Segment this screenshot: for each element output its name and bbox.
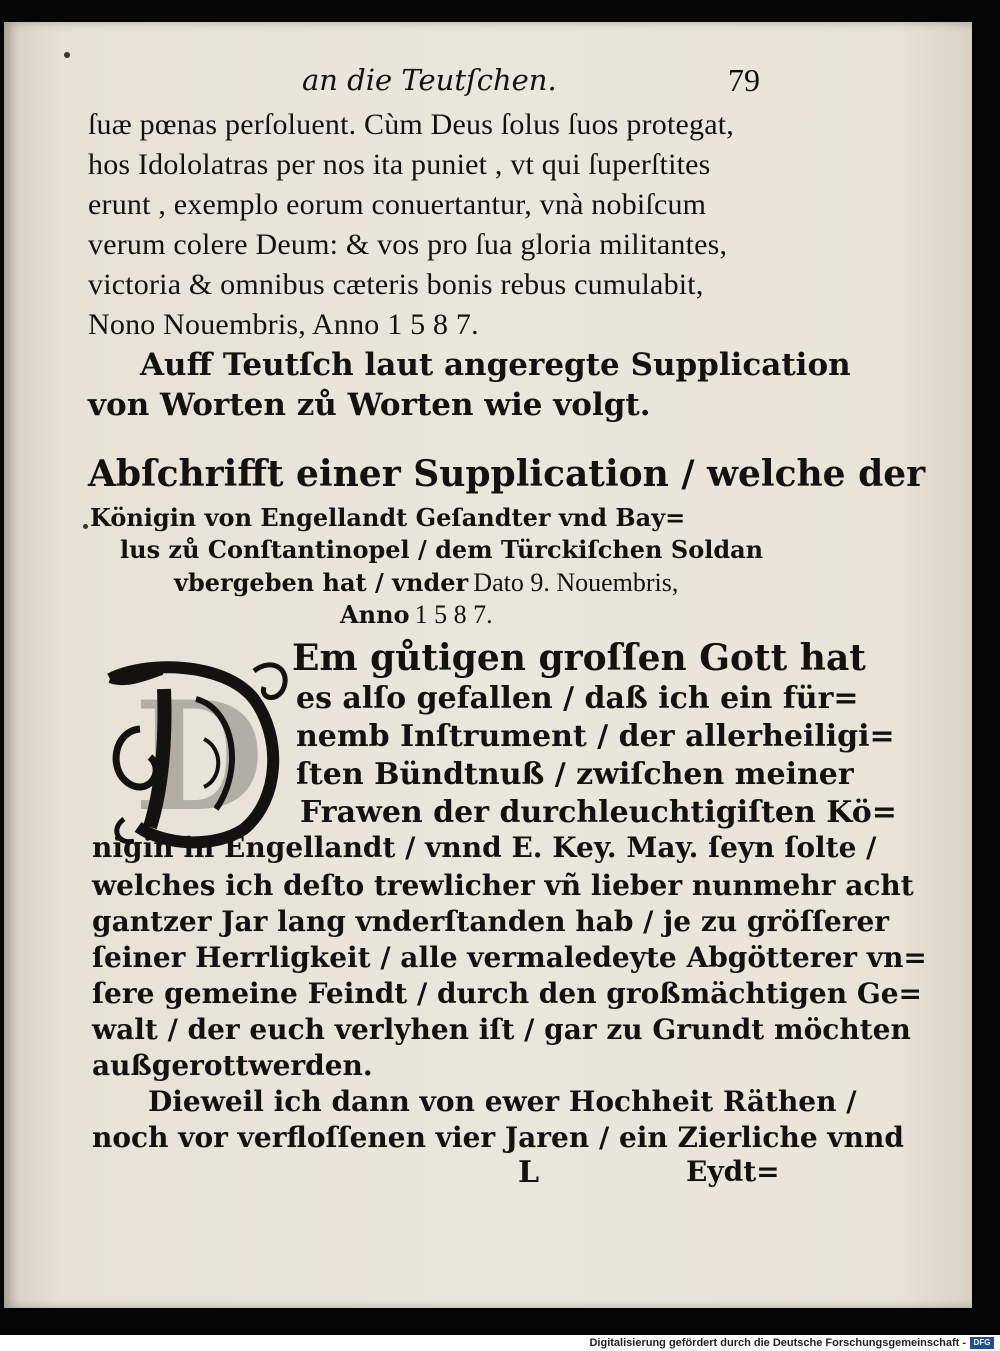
funding-note: Digitalisierung gefördert durch die Deutsche Forschungsgemeinschaft - [589,1337,966,1349]
body-line: noch vor verfloſſenen vier Jaren / ein Zierliche vnnd [92,1121,904,1154]
initial-letter: D [133,669,265,845]
intro-line: von Worten zů Worten wie volgt. [88,387,651,423]
catchword: Eydt= [686,1155,780,1188]
footer-bar [0,1335,1000,1351]
body-line: nemb Inſtrument / der allerheiligi= [296,719,895,754]
running-title: an die Teutſchen. [302,63,557,97]
page-number: 79 [728,62,760,98]
body-line: außgerottwerden. [92,1049,373,1082]
body-line: es alſo gefallen / daß ich ein für= [296,681,859,716]
latin-line: victoria & omnibus cæteris bonis rebus cumulabit, [88,268,704,301]
body-line: Dieweil ich dann von ewer Hochheit Räthen / [148,1085,857,1118]
body-line: walt / der euch verlyhen iſt / gar zu Grundt möchten [92,1013,911,1046]
signature-mark: L [518,1155,540,1190]
title-line [174,570,678,596]
body-line: ſten Bündtnuß / zwiſchen meiner [296,757,854,792]
latin-line: hos Idololatras per nos ita puniet , vt qui ſuperſtites [88,148,711,181]
intro-line: Auff Teutſch laut angeregte Supplication [140,347,851,383]
section-title: Abſchrifft einer Supplication / welche der [88,453,926,495]
title-year-label: Anno [340,600,410,629]
body-line: welches ich deſto trewlicher vñ lieber nunmehr acht [92,869,914,902]
body-line: gantzer Jar lang vnderſtanden hab / je zu gröſſerer [92,905,890,938]
body-line: ſere gemeine Feindt / durch den großmächtigen Ge= [92,977,923,1010]
body-line: ſeiner Herrligkeit / alle vermaledeyte Abgötterer vn= [92,941,927,974]
page-speck [64,52,70,58]
title-line-text: vbergeben hat / vnder [174,568,469,597]
latin-line: verum colere Deum: & vos pro ſua gloria militantes, [88,228,728,261]
page-speck [83,524,88,529]
title-year: 1 5 8 7. [414,600,493,629]
body-first-line: Em gůtigen groſſen Gott hat [292,637,866,679]
decorated-initial [104,659,294,849]
dfg-logo[interactable]: DFG [970,1337,994,1349]
latin-line: ſuæ pœnas perſoluent. Cùm Deus ſolus ſuos protegat, [88,108,734,141]
body-line: nigin in Engellandt / vnnd E. Key. May. ſeyn ſolte / [92,831,877,864]
title-date: Dato 9. Nouembris, [473,568,679,597]
title-line: Königin von Engellandt Geſandter vnd Bay= [90,503,686,532]
book-page [4,22,972,1308]
title-line: lus zů Conſtantinopel / dem Türckiſchen Soldan [120,535,764,564]
title-line [340,602,493,628]
latin-line: erunt , exemplo eorum conuertantur, vnà nobiſcum [88,188,707,221]
latin-line: Nono Nouembris, Anno 1 5 8 7. [88,308,479,341]
body-line: Frawen der durchleuchtigiſten Kö= [300,795,897,830]
